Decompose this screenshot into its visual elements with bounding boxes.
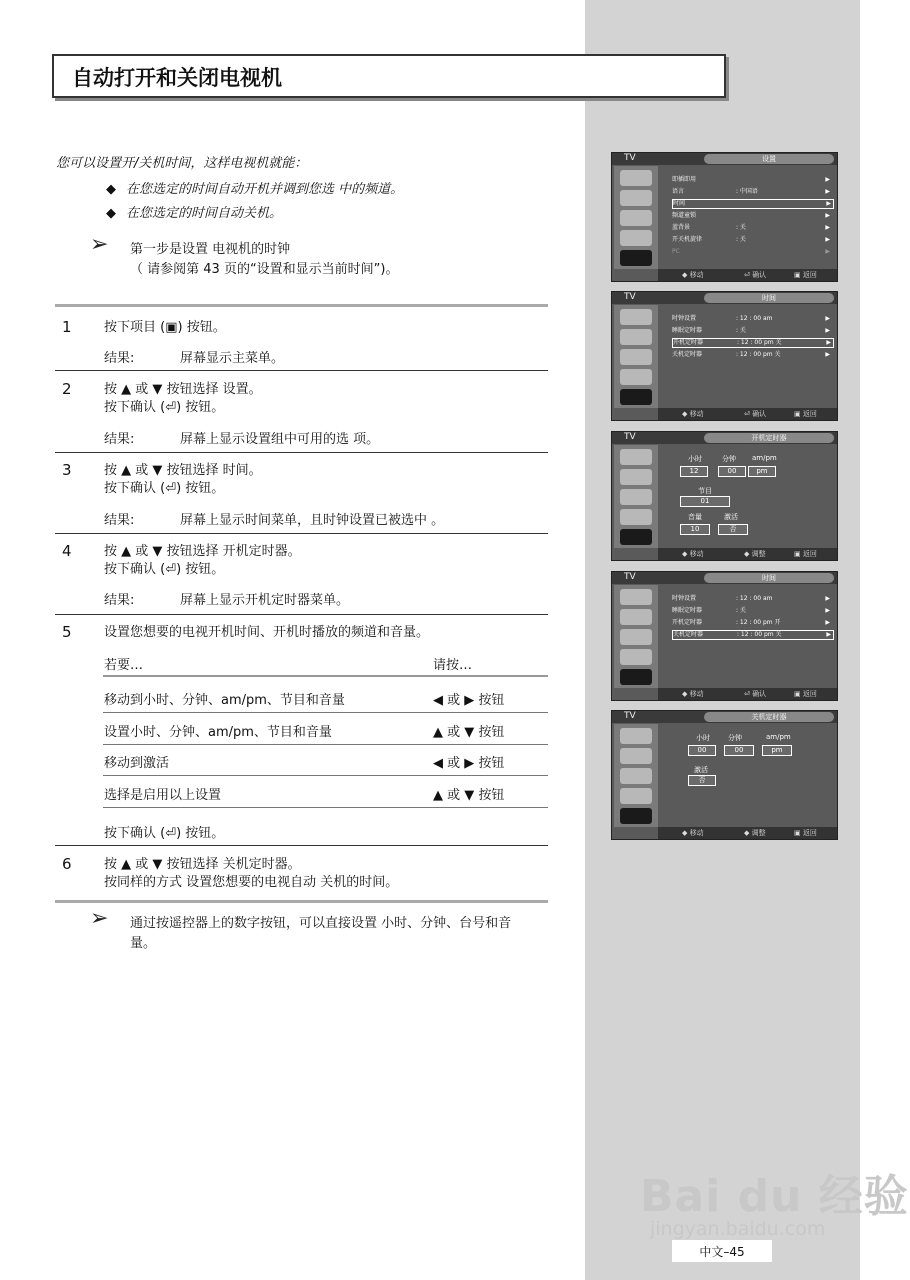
step-number: 4: [62, 542, 72, 560]
table-cell: ▲ 或 ▼ 按钮: [433, 725, 505, 740]
menu-row: 开机定时器 : 12 : 00 pm 开 ▶: [672, 619, 830, 626]
step-text: 设置您想要的电视开机时间、开机时播放的频道和音量。: [104, 625, 430, 640]
channel-icon: [620, 768, 652, 784]
tv-help-bar: ◆ 移动 ◆ 调整 ▣ 返回: [658, 548, 837, 560]
result-text: 屏幕上显示时间菜单，且时钟设置已被选中 。: [180, 513, 445, 528]
menu-icons: [614, 166, 658, 269]
ampm-field: pm: [748, 466, 776, 477]
picture-icon: [620, 728, 652, 744]
menu-row: 睡眠定时器 : 关 ▶: [672, 327, 830, 334]
function-icon: [620, 230, 652, 246]
step-text: 按 ▲ 或 ▼ 按钮选择 关机定时器。 按同样的方式 设置您想要的电视自动 关机的时间。: [104, 857, 399, 890]
menu-icons: [614, 305, 658, 408]
step-text: 按 ▲ 或 ▼ 按钮选择 开机定时器。 按下确认 (⏎) 按钮。: [104, 544, 301, 577]
divider: [55, 614, 548, 615]
setup-icon: [620, 529, 652, 545]
setup-icon: [620, 389, 652, 405]
sound-icon: [620, 469, 652, 485]
divider: [103, 744, 548, 745]
divider: [103, 775, 548, 776]
hour-field: 12: [680, 466, 708, 477]
channel-icon: [620, 349, 652, 365]
divider: [55, 900, 548, 903]
note-text: 第一步是设置 电视机的时钟 （ 请参阅第 43 页的“设置和显示当前时间”)。: [130, 242, 399, 277]
picture-icon: [620, 589, 652, 605]
volume-field: 10: [680, 524, 710, 535]
divider: [103, 807, 548, 808]
menu-row: 即插即用 ▶: [672, 176, 830, 183]
sound-icon: [620, 329, 652, 345]
divider: [55, 452, 548, 453]
ampm-field: pm: [762, 745, 792, 756]
table-cell: ◀ 或 ▶ 按钮: [433, 693, 505, 708]
step-number: 6: [62, 855, 72, 873]
result-label: 结果:: [104, 351, 135, 366]
menu-icons: [614, 445, 658, 548]
channel-icon: [620, 210, 652, 226]
step-number: 2: [62, 380, 72, 398]
channel-icon: [620, 629, 652, 645]
result-text: 屏幕上显示开机定时器菜单。: [180, 593, 350, 608]
menu-row-selected: 开机定时器 : 12 : 00 pm 关 ▶: [672, 338, 834, 348]
tv-help-bar: ◆ 移动 ⏎ 确认 ▣ 返回: [658, 269, 837, 281]
table-cell: 移动到激活: [104, 756, 170, 771]
activate-field: 否: [718, 524, 748, 535]
minute-field: 00: [718, 466, 746, 477]
menu-icons: [614, 724, 658, 827]
menu-row: 语言 : 中国语 ▶: [672, 188, 830, 195]
result-label: 结果:: [104, 513, 135, 528]
minute-field: 00: [724, 745, 754, 756]
diamond-icon: ◆: [106, 206, 116, 221]
page-number-box: [672, 1240, 772, 1262]
hour-field: 00: [688, 745, 716, 756]
menu-row: PC ▶: [672, 248, 830, 255]
sound-icon: [620, 190, 652, 206]
menu-row: 时钟设置 : 12 : 00 am ▶: [672, 595, 830, 602]
tv-screen-time: TV 时间 时钟设置 : 12 : 00 am ▶ 睡眠定时器 : 关 ▶ 开机定时器 : 12 : 00 pm 关 ▶ 关机定时器 : 12 : 00 pm 关 ▶ ◆ 移动 ⏎ 确认 ▣ 返回: [611, 291, 838, 421]
tv-screen-off-timer: TV 关机定时器 小时 分钟 am/pm 00 00 pm 激活 否 ◆ 移动 ◆ 调整 ▣ 返回: [611, 710, 838, 840]
setup-icon: [620, 250, 652, 266]
menu-row: 关机定时器 : 12 : 00 pm 关 ▶: [672, 351, 830, 358]
menu-row: 频道童锁 ▶: [672, 212, 830, 219]
setup-icon: [620, 669, 652, 685]
bullet-item: ◆ 在您选定的时间自动开机并调到您选 中的频道。: [106, 182, 404, 197]
step-number: 5: [62, 623, 72, 641]
bullet-item: ◆ 在您选定的时间自动关机。: [106, 206, 283, 221]
picture-icon: [620, 170, 652, 186]
channel-icon: [620, 489, 652, 505]
table-cell: ▲ 或 ▼ 按钮: [433, 788, 505, 803]
table-header-left: 若要…: [104, 658, 144, 673]
step-text: 按下项目 (▣) 按钮。: [104, 320, 226, 335]
divider: [103, 712, 548, 713]
page-title-box: [52, 54, 726, 98]
picture-icon: [620, 309, 652, 325]
tv-screen-settings: TV 设置 即插即用 ▶ 语言 : 中国语 ▶ 时间 ▶ 频道童锁 ▶ 蓝背景 : 关 ▶ 开关机旋律 : 关 ▶ PC ▶ ◆ 移动 ⏎ 确认 ▣ 返回: [611, 152, 838, 282]
sound-icon: [620, 609, 652, 625]
menu-row: 蓝背景 : 关 ▶: [672, 224, 830, 231]
function-icon: [620, 509, 652, 525]
note-arrow-icon: ➢: [90, 232, 109, 257]
menu-row-selected: 时间 ▶: [672, 199, 834, 209]
step-text: 按下确认 (⏎) 按钮。: [104, 826, 225, 841]
result-label: 结果:: [104, 593, 135, 608]
divider: [55, 304, 548, 307]
menu-row: 睡眠定时器 : 关 ▶: [672, 607, 830, 614]
page-title: 自动打开和关闭电视机: [72, 66, 282, 90]
activate-field: 否: [688, 775, 716, 786]
step-text: 按 ▲ 或 ▼ 按钮选择 设置。 按下确认 (⏎) 按钮。: [104, 382, 262, 415]
divider: [55, 845, 548, 846]
menu-icons: [614, 585, 658, 688]
table-header-right: 请按…: [433, 658, 473, 673]
table-cell: ◀ 或 ▶ 按钮: [433, 756, 505, 771]
divider: [103, 675, 548, 677]
table-cell: 选择是启用以上设置: [104, 788, 222, 803]
page-number: 中文–45: [699, 1245, 745, 1259]
intro-text: 您可以设置开/关机时间，这样电视机就能：: [56, 156, 308, 171]
tv-help-bar: ◆ 移动 ⏎ 确认 ▣ 返回: [658, 688, 837, 700]
result-text: 屏幕显示主菜单。: [180, 351, 285, 366]
sound-icon: [620, 748, 652, 764]
menu-row: 时钟设置 : 12 : 00 am ▶: [672, 315, 830, 322]
tv-screen-time-2: TV 时间 时钟设置 : 12 : 00 am ▶ 睡眠定时器 : 关 ▶ 开机定时器 : 12 : 00 pm 开 ▶ 关机定时器 : 12 : 00 pm 关 ▶ ◆ 移动 ⏎ 确认 ▣ 返回: [611, 571, 838, 701]
menu-row-selected: 关机定时器 : 12 : 00 pm 关 ▶: [672, 630, 834, 640]
table-cell: 设置小时、分钟、am/pm、节目和音量: [104, 725, 332, 740]
menu-row: 开关机旋律 : 关 ▶: [672, 236, 830, 243]
function-icon: [620, 649, 652, 665]
tv-help-bar: ◆ 移动 ◆ 调整 ▣ 返回: [658, 827, 837, 839]
program-field: 01: [680, 496, 730, 507]
tv-help-bar: ◆ 移动 ⏎ 确认 ▣ 返回: [658, 408, 837, 420]
note-arrow-icon: ➢: [90, 906, 109, 931]
divider: [55, 533, 548, 534]
step-number: 1: [62, 318, 72, 336]
step-text: 按 ▲ 或 ▼ 按钮选择 时间。 按下确认 (⏎) 按钮。: [104, 463, 262, 496]
result-text: 屏幕上显示设置组中可用的选 项。: [180, 432, 380, 447]
table-cell: 移动到小时、分钟、am/pm、节目和音量: [104, 693, 345, 708]
picture-icon: [620, 449, 652, 465]
diamond-icon: ◆: [106, 182, 116, 197]
step-number: 3: [62, 461, 72, 479]
setup-icon: [620, 808, 652, 824]
baidu-watermark: Bai du 经验 jingyan.baidu.com: [640, 1171, 909, 1240]
result-label: 结果:: [104, 432, 135, 447]
note-text: 通过按遥控器上的数字按钮，可以直接设置 小时、分钟、台号和音 量。: [130, 916, 512, 951]
function-icon: [620, 369, 652, 385]
tv-screen-on-timer: TV 开机定时器 小时 分钟 am/pm 12 00 pm 节目 01 音量 激活 10 否 ◆ 移动 ◆ 调整 ▣ 返回: [611, 431, 838, 561]
divider: [55, 370, 548, 371]
function-icon: [620, 788, 652, 804]
